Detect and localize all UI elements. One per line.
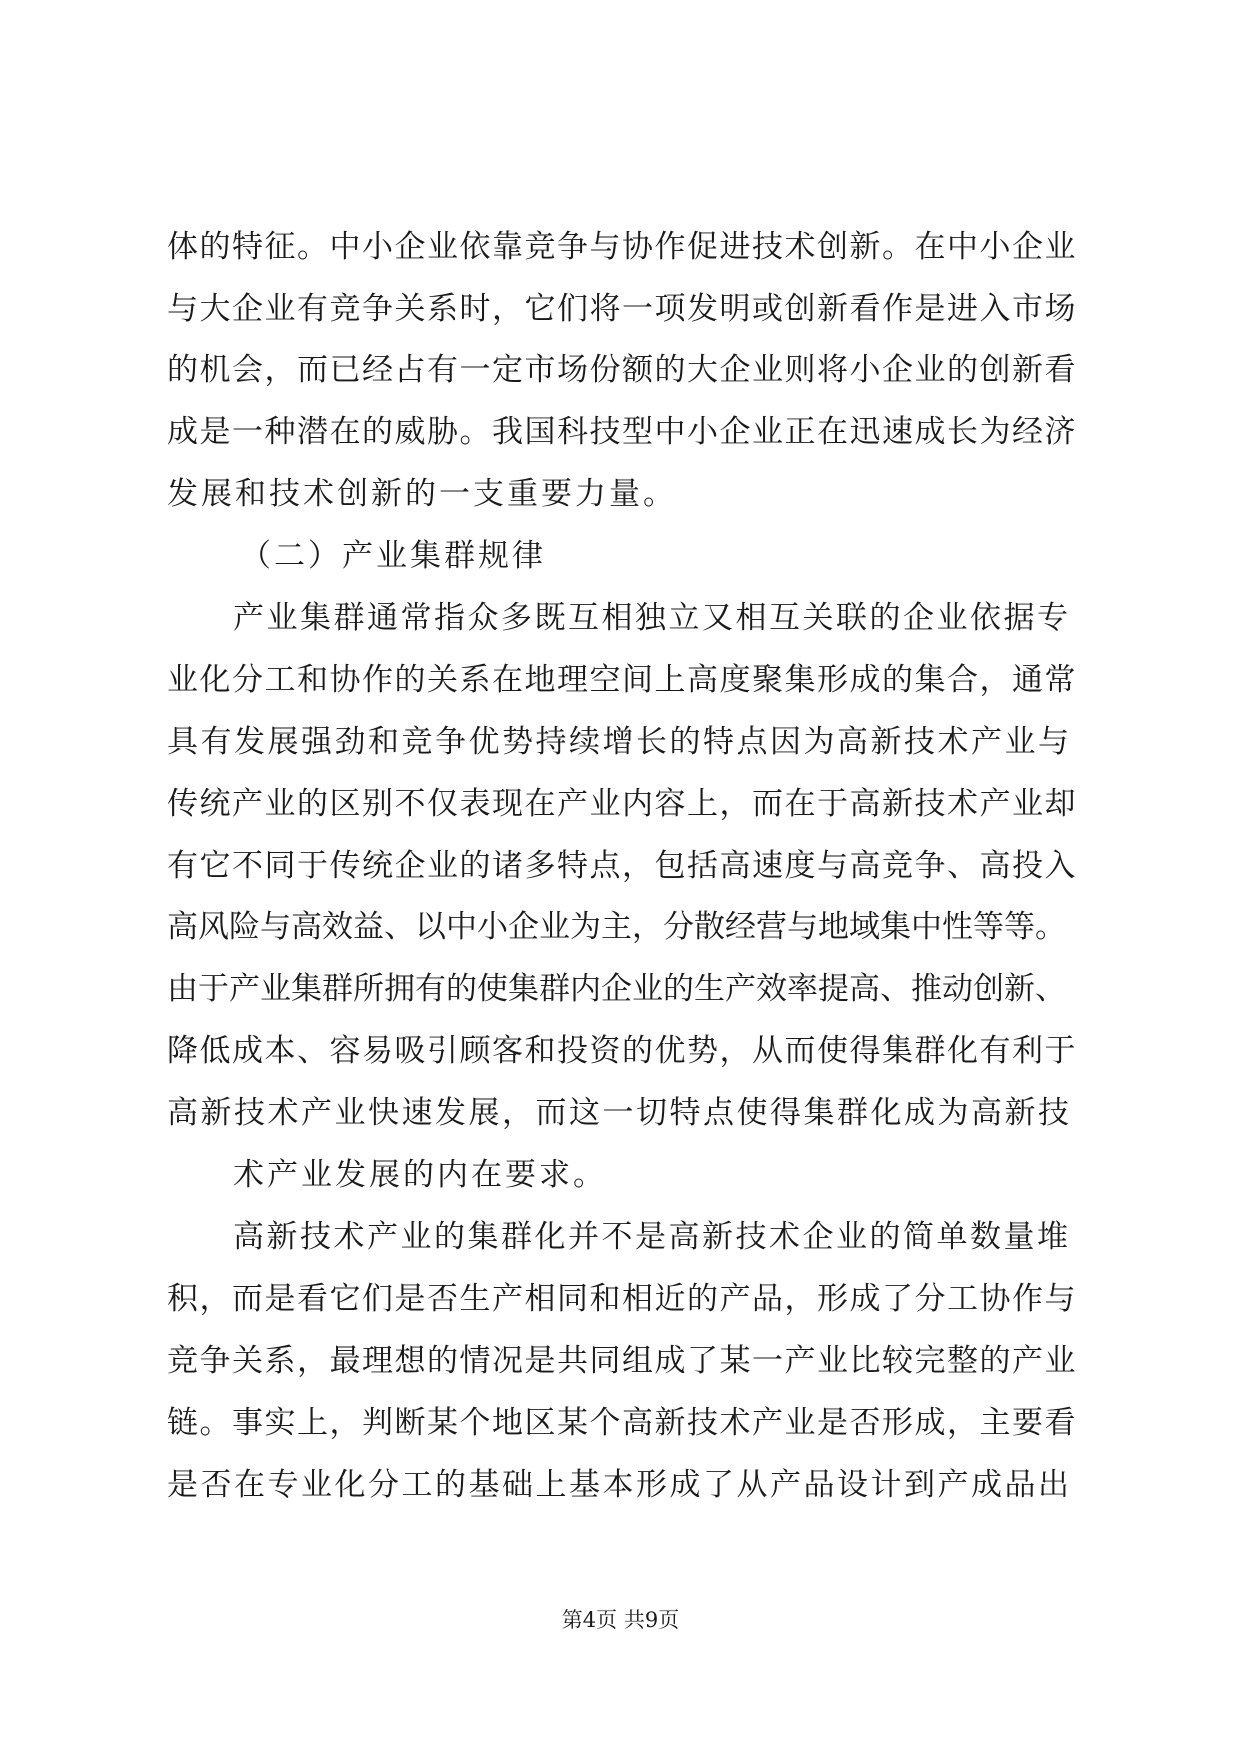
text-line: 高风险与高效益、以中小企业为主，分散经营与地域集中性等等。 [167,909,1066,945]
text-line: 产业集群通常指众多既互相独立又相互关联的企业依据专 [233,600,1071,636]
text-line: 传统产业的区别不仅表现在产业内容上，而在于高新技术产业却 [167,786,1077,822]
text-line: 积，而是看它们是否生产相同和相近的产品，形成了分工协作与 [167,1281,1077,1317]
text-line: 的机会，而已经占有一定市场份额的大企业则将小企业的创新看 [167,352,1077,388]
section-heading: （二）产业集群规律 [240,538,546,574]
text-line: 链。事实上，判断某个地区某个高新技术产业是否形成，主要看 [167,1405,1077,1441]
text-line: 业化分工和协作的关系在地理空间上高度聚集形成的集合，通常 [167,662,1077,698]
text-line: 具有发展强劲和竞争优势持续增长的特点因为高新技术产业与 [167,724,1072,760]
text-line: 术产业发展的内在要求。 [233,1157,607,1193]
text-line: 由于产业集群所拥有的使集群内企业的生产效率提高、推动创新、 [167,971,1066,1007]
text-line: 体的特征。中小企业依靠竞争与协作促进技术创新。在中小企业 [167,229,1077,265]
text-line: 高新技术产业快速发展，而这一切特点使得集群化成为高新技 [167,1095,1072,1131]
text-line: 有它不同于传统企业的诸多特点，包括高速度与高竞争、高投入 [167,848,1077,884]
text-line: 成是一种潜在的威胁。我国科技型中小企业正在迅速成长为经济 [167,414,1077,450]
text-line: 发展和技术创新的一支重要力量。 [167,476,677,512]
text-line: 与大企业有竞争关系时，它们将一项发明或创新看作是进入市场 [167,291,1077,327]
text-line: 降低成本、容易吸引顾客和投资的优势，从而使得集群化有利于 [167,1033,1077,1069]
page-footer: 第4页 共9页 [561,1608,680,1632]
text-line: 是否在专业化分工的基础上基本形成了从产品设计到产成品出 [167,1467,1072,1503]
text-line: 高新技术产业的集群化并不是高新技术企业的简单数量堆 [233,1219,1071,1255]
text-line: 竞争关系，最理想的情况是共同组成了某一产业比较完整的产业 [167,1343,1077,1379]
